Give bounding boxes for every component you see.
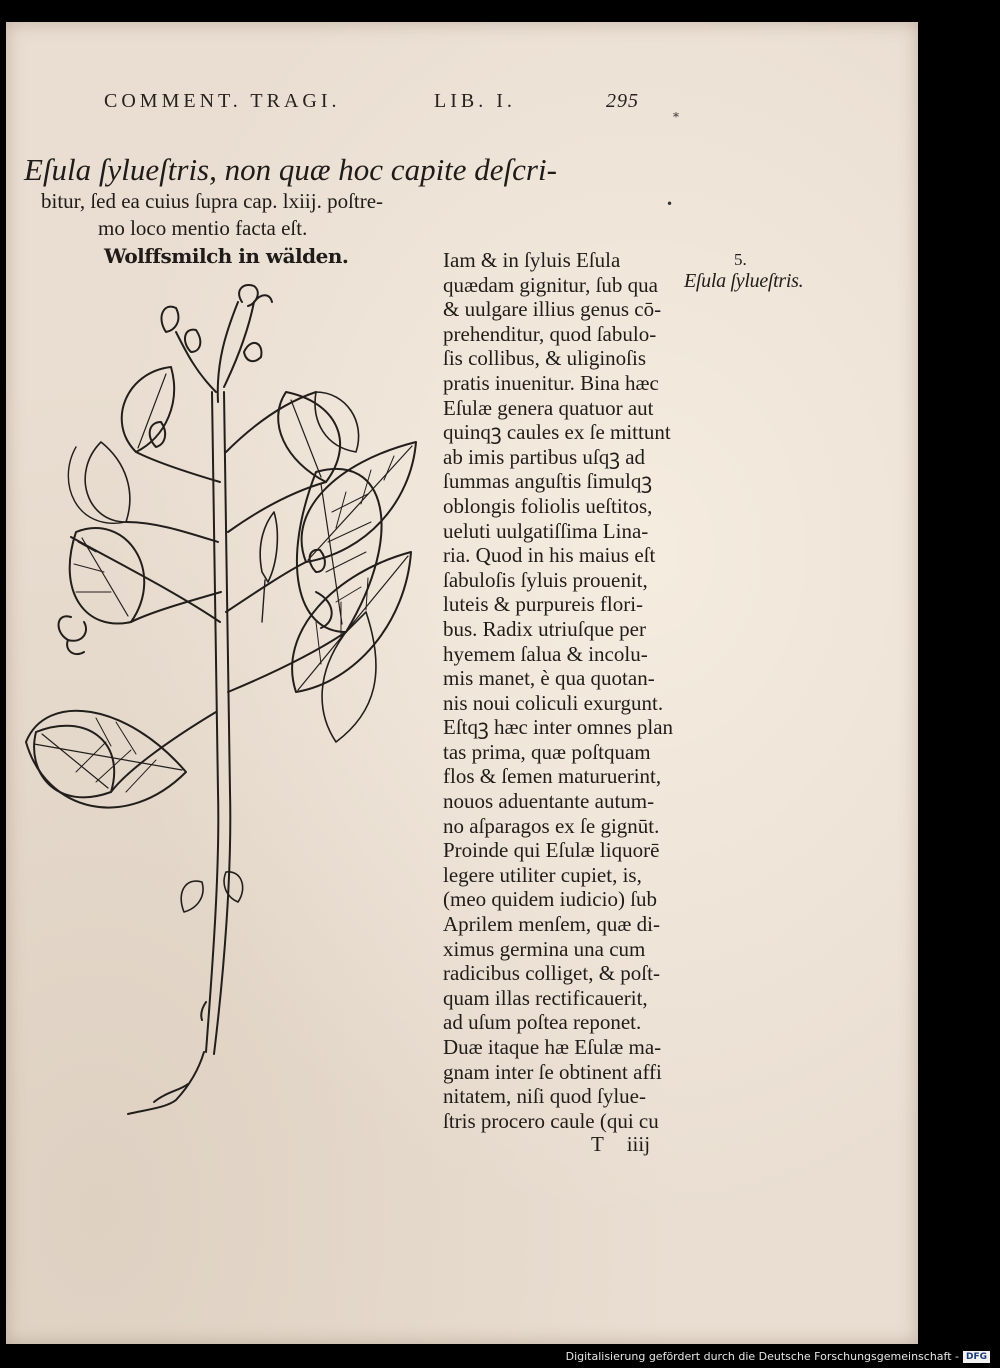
margin-note: Eſula ſylueſtris. (684, 270, 804, 292)
body-line: ad uſum poſtea reponet. (443, 1010, 642, 1035)
body-line: (meo quidem iudicio) ſub (443, 887, 658, 912)
body-line: ſtris procero caule (qui cu (443, 1108, 659, 1133)
body-line: Eſulæ genera quatuor aut (443, 395, 654, 420)
body-line: ab imis partibus uſqꝫ ad (443, 444, 646, 469)
body-line: quædam gignitur, ſub qua (443, 272, 658, 297)
body-line: legere utiliter cupiet, is, (443, 862, 642, 887)
body-line: nitatem, niſi quod ſylue- (443, 1084, 646, 1109)
body-text-column (443, 248, 683, 1133)
running-head-book: LIB. I. (434, 90, 516, 112)
body-line: hyemem ſalua & incolu- (443, 641, 648, 666)
body-line: Iam & in ſyluis Eſula (443, 248, 621, 272)
body-line: pratis inuenitur. Bina hæc (443, 370, 659, 395)
heading-line-1: Eſula ſylueſtris, non quæ hoc capite deſcri- (24, 152, 557, 187)
dfg-logo: DFG (963, 1351, 990, 1363)
running-head-mark: * (673, 110, 679, 124)
body-line: oblongis foliolis ueſtitos, (443, 493, 653, 518)
body-line: ſummas anguſtis ſimulqꝫ (443, 469, 653, 494)
digitization-footer (566, 1350, 990, 1363)
body-line: quam illas rectificauerit, (443, 985, 648, 1010)
body-line: gnam inter ſe obtinent affi (443, 1059, 662, 1084)
chapter-heading (24, 152, 557, 242)
body-line: prehenditur, quod ſabulo- (443, 321, 657, 346)
body-line: luteis & purpureis flori- (443, 592, 644, 617)
body-line: quinqꝫ caules ex ſe mittunt (443, 420, 671, 445)
footer-text: Digitalisierung gefördert durch die Deutsche Forschungsgemeinschaft - (565, 1350, 959, 1363)
body-line: Aprilem menſem, quæ di- (443, 912, 660, 937)
margin-number: 5. (734, 250, 747, 269)
running-head-left: COMMENT. TRAGI. (104, 90, 341, 112)
heading-line-3: mo loco mentio facta eſt. (98, 216, 308, 240)
book-page (6, 22, 918, 1344)
body-line: tas prima, quæ poſtquam (443, 739, 651, 764)
body-line: & uulgare illius genus cō- (443, 297, 662, 322)
body-line: mis manet, è qua quotan- (443, 666, 655, 691)
body-line: radicibus colliget, & poſt- (443, 961, 660, 986)
woodcut-plant-illustration (16, 272, 426, 1122)
body-line: nis noui coliculi exurgunt. (443, 690, 664, 715)
body-line: flos & ſemen maturuerint, (443, 764, 662, 789)
body-line: Proinde qui Eſulæ liquorē (443, 838, 660, 863)
german-plant-name: Wolffsmilch in wälden. (104, 244, 349, 268)
page-number: 295 (606, 90, 639, 112)
body-line: ria. Quod in his maius eſt (443, 543, 656, 568)
body-line: ximus germina una cum (443, 936, 646, 961)
signature-mark: T iiij (591, 1132, 651, 1156)
body-line: Duæ itaque hæ Eſulæ ma- (443, 1035, 662, 1059)
body-line: ueluti uulgatiſſima Lina- (443, 518, 649, 543)
heading-line-2: bitur, ſed ea cuius ſupra cap. lxiij. poſtre- (41, 189, 384, 213)
body-line: ſis collibus, & uliginoſis (443, 346, 647, 371)
body-line: ſabuloſis ſyluis prouenit, (443, 567, 648, 592)
body-line: bus. Radix utriuſque per (443, 616, 646, 641)
body-line: no aſparagos ex ſe gignūt. (443, 813, 660, 838)
body-line: nouos aduentante autum- (443, 789, 655, 814)
stray-mark: • (666, 197, 674, 211)
body-line: Eſtqꝫ hæc inter omnes plan (443, 715, 674, 740)
